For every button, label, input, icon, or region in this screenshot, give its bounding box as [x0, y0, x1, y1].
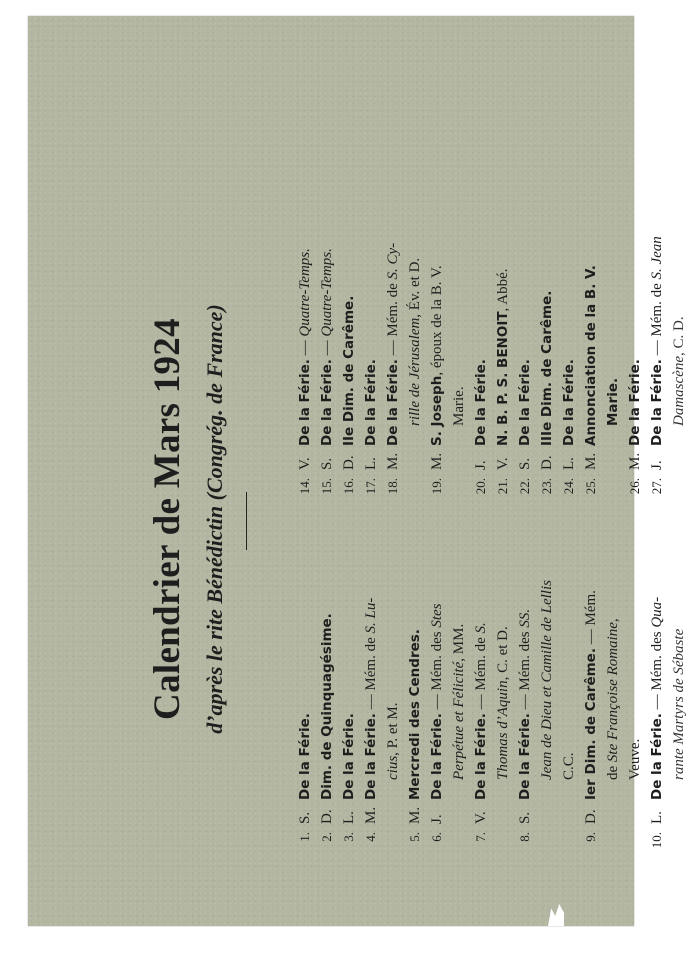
- saint-name: Qua-: [649, 596, 665, 628]
- weekday: L.: [649, 811, 665, 824]
- calendar-entry: [514, 164, 536, 508]
- calendar-column-right: [294, 164, 687, 508]
- entry-continuation: [492, 550, 514, 862]
- day-number: 10.: [649, 832, 664, 849]
- saint-name: Damascène: [671, 356, 687, 426]
- entry-text: , Abbé.: [495, 268, 511, 312]
- office-name: De la Férie.: [627, 359, 643, 446]
- weekday: S.: [517, 811, 533, 824]
- entry-continuation: [624, 550, 646, 862]
- office-name: Marie.: [605, 377, 621, 426]
- saint-name: S. Jean: [649, 236, 665, 280]
- entry-continuation: [602, 164, 624, 508]
- office-name: De la Férie.: [297, 359, 313, 446]
- day-number: 4.: [363, 832, 378, 842]
- office-name: De la Férie.: [473, 359, 489, 446]
- day-number: 20.: [473, 478, 488, 495]
- calendar-entry: [294, 550, 316, 862]
- weekday: V.: [473, 811, 489, 824]
- calendar-entry: [514, 550, 536, 862]
- calendar-entry: [338, 550, 360, 862]
- saint-name: Perpétue et Félicité: [451, 661, 467, 780]
- calendar-entry: [536, 164, 558, 508]
- entry-continuation: [448, 550, 470, 862]
- day-number: 14.: [297, 478, 312, 495]
- entry-text: — Mém. de: [649, 279, 665, 360]
- entry-text: ,: [605, 618, 621, 623]
- weekday: D.: [341, 455, 357, 470]
- entry-text: , époux de la B. V.: [429, 265, 445, 376]
- office-name: Mercredi des Cendres.: [407, 629, 423, 800]
- weekday: L.: [341, 811, 357, 824]
- title-divider: [246, 492, 247, 550]
- weekday: M.: [363, 806, 379, 824]
- day-number: 26.: [627, 478, 642, 495]
- weekday: M.: [429, 452, 445, 470]
- office-name: IIIe Dim. de Carême.: [539, 290, 555, 446]
- entry-continuation-cut: [668, 164, 687, 508]
- calendar-entry: [316, 550, 338, 862]
- saint-name: rille de Jérusalem: [407, 317, 423, 426]
- office-name: Dim. de Quinquagésime.: [319, 613, 335, 800]
- calendar-entry: [382, 164, 404, 508]
- office-name: De la Férie.: [473, 713, 489, 800]
- office-name: IIe Dim. de Carême.: [341, 295, 357, 446]
- calendar-entry: [580, 164, 602, 508]
- day-number: 7.: [473, 832, 488, 842]
- day-number: 1.: [297, 832, 312, 842]
- entry-text: , MM.: [451, 623, 467, 662]
- entry-text: —: [297, 336, 313, 360]
- saint-name: S.: [473, 622, 489, 634]
- saint-name: S. Lu-: [363, 597, 379, 634]
- office-name: S. Joseph: [429, 375, 445, 446]
- calendar-entry: [426, 164, 448, 508]
- weekday: D.: [583, 809, 599, 824]
- office-name: De la Férie.: [429, 713, 445, 800]
- office-name: De la Férie.: [385, 359, 401, 446]
- office-name: Ier Dim. de Carême.: [583, 648, 599, 800]
- entry-text: — Mém. des: [517, 627, 533, 714]
- entry-continuation: [448, 164, 470, 508]
- day-number: 5.: [407, 832, 422, 842]
- entry-text: — Mém. de: [363, 633, 379, 714]
- office-name: De la Férie.: [517, 713, 533, 800]
- office-name: De la Férie.: [649, 713, 665, 800]
- saint-name: Ste Françoise Romaine: [605, 622, 621, 763]
- entry-continuation: [602, 550, 624, 862]
- calendar-entry: [646, 164, 668, 508]
- note-text: Quatre-Temps.: [319, 248, 335, 337]
- entry-text: , C. D.: [671, 316, 687, 357]
- day-number: 16.: [341, 478, 356, 495]
- weekday: L.: [561, 457, 577, 470]
- day-number: 25.: [583, 478, 598, 495]
- entry-text: — Mém. des: [649, 627, 665, 714]
- calendar-column-left: [294, 550, 687, 862]
- calendar-entry: [316, 164, 338, 508]
- calendar-entry: [470, 164, 492, 508]
- day-number: 18.: [385, 478, 400, 495]
- calendar-entry: [580, 550, 602, 862]
- weekday: M.: [385, 452, 401, 470]
- entry-text: C.C.: [561, 752, 577, 780]
- page-title: Calendrier de Mars 1924: [147, 318, 188, 720]
- weekday: V.: [297, 457, 313, 470]
- calendar-entry: [492, 164, 514, 508]
- weekday: S.: [517, 457, 533, 470]
- entry-text: de: [605, 762, 621, 780]
- day-number: 15.: [319, 478, 334, 495]
- day-number: 9.: [583, 832, 598, 842]
- weekday: D.: [319, 809, 335, 824]
- calendar-entry: [646, 550, 668, 862]
- weekday: M.: [627, 452, 643, 470]
- day-number: 22.: [517, 478, 532, 495]
- calendar-entry: [338, 164, 360, 508]
- office-name: De la Férie.: [649, 359, 665, 446]
- office-name: N. B. P. S. BENOIT: [495, 311, 511, 446]
- office-name: De la Férie.: [517, 359, 533, 446]
- note-text: Quatre-Temps.: [297, 248, 313, 337]
- day-number: 17.: [363, 478, 378, 495]
- calendar-entry: [294, 164, 316, 508]
- day-number: 3.: [341, 832, 356, 842]
- calendar-entry: [360, 550, 382, 862]
- entry-text: — Mém. de: [385, 279, 401, 360]
- day-number: 8.: [517, 832, 532, 842]
- day-number: 24.: [561, 478, 576, 495]
- entry-text: — Mém. de: [473, 633, 489, 714]
- rotated-page-content: [146, 164, 687, 874]
- office-name: De la Férie.: [341, 713, 357, 800]
- entry-text: Veuve.: [627, 738, 643, 780]
- day-number: 2.: [319, 832, 334, 842]
- day-number: 19.: [429, 478, 444, 495]
- day-number: 23.: [539, 478, 554, 495]
- entry-continuation: [404, 164, 426, 508]
- entry-continuation: [536, 550, 558, 862]
- entry-continuation: [558, 550, 580, 862]
- calendar-entry: [426, 550, 448, 862]
- calendar-entry: [624, 164, 646, 508]
- weekday: J.: [429, 814, 445, 824]
- weekday: J.: [649, 460, 665, 470]
- entry-continuation: [382, 550, 404, 862]
- office-name: De la Férie.: [561, 359, 577, 446]
- day-number: 6.: [429, 832, 444, 842]
- saint-name: cius: [385, 755, 401, 780]
- page-subtitle: d’après le rite Bénédictin (Congrég. de France): [202, 304, 227, 734]
- calendar-entry: [404, 550, 426, 862]
- calendar-entry: [360, 164, 382, 508]
- weekday: S.: [297, 811, 313, 824]
- weekday: V.: [495, 457, 511, 470]
- entry-text: — Mém.: [583, 590, 599, 649]
- saint-name: Stes: [429, 603, 445, 628]
- office-name: De la Férie.: [363, 713, 379, 800]
- calendar-entry: [558, 164, 580, 508]
- entry-text: Marie.: [451, 386, 467, 426]
- entry-text: , Év. et D.: [407, 257, 423, 318]
- office-name: De la Férie.: [319, 359, 335, 446]
- weekday: M.: [407, 806, 423, 824]
- entry-text: — Mém. des: [429, 627, 445, 714]
- day-number: 27.: [649, 478, 664, 495]
- weekday: J.: [473, 460, 489, 470]
- weekday: D.: [539, 455, 555, 470]
- saint-name: Thomas d’Aquin: [495, 680, 511, 780]
- entry-text: —: [319, 336, 335, 360]
- weekday: L.: [363, 457, 379, 470]
- saint-name: SS.: [517, 608, 533, 628]
- entry-continuation-cut: [668, 550, 687, 862]
- office-name: Annonciation de la B. V.: [583, 265, 599, 446]
- office-name: De la Férie.: [363, 359, 379, 446]
- calendar-entry: [470, 550, 492, 862]
- weekday: M.: [583, 452, 599, 470]
- saint-name: rante Martyrs de Sébaste: [671, 628, 687, 780]
- weekday: S.: [319, 457, 335, 470]
- office-name: De la Férie.: [297, 713, 313, 800]
- entry-text: , P. et M.: [385, 702, 401, 756]
- saint-name: S. Cy-: [385, 242, 401, 280]
- day-number: 21.: [495, 478, 510, 495]
- entry-text: , C. et D.: [495, 626, 511, 681]
- saint-name: Jean de Dieu et Camille de Lellis: [539, 580, 555, 780]
